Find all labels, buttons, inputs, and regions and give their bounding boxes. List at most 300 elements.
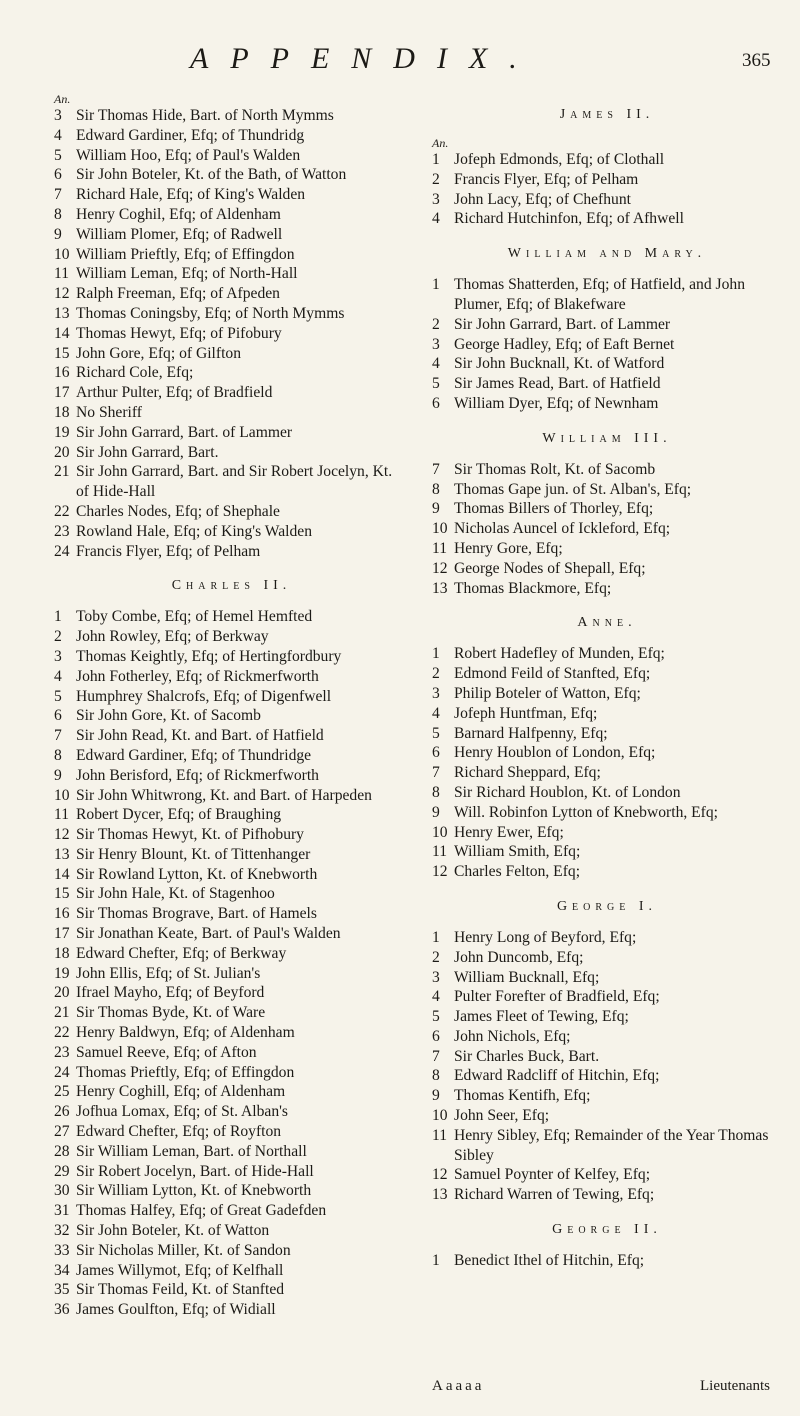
list-item xyxy=(432,948,782,968)
year-number: 12 xyxy=(54,826,70,844)
sheriff-name: Sir Thomas Hide, Bart. of North Mymms xyxy=(76,107,334,124)
year-number: 7 xyxy=(54,727,62,745)
sheriff-name: James Fleet of Tewing, Efq; xyxy=(454,1008,629,1026)
sheriff-name: James Goulfton, Efq; of Widiall xyxy=(76,1301,276,1319)
list-item xyxy=(54,1063,409,1083)
list-item xyxy=(432,190,782,210)
reign-heading: James II. xyxy=(559,107,655,122)
sheriff-name: Charles Felton, Efq; xyxy=(454,863,581,881)
sheriff-name: Benedict Ithel of Hitchin, Efq; xyxy=(454,1252,645,1270)
list-item xyxy=(432,499,782,519)
sheriff-name: Henry Gore, Efq; xyxy=(454,539,563,557)
sheriff-name: Sir Thomas Hewyt, Kt. of Pifhobury xyxy=(76,826,304,844)
list-item xyxy=(54,766,409,786)
list-item xyxy=(432,704,782,724)
sheriff-name: Sir Nicholas Miller, Kt. of Sandon xyxy=(76,1241,291,1259)
sheriff-name: William Hoo, Efq; of Paul's Walden xyxy=(76,146,301,164)
year-number: 28 xyxy=(54,1142,70,1160)
sheriff-name: Richard Sheppard, Efq; xyxy=(454,764,601,782)
list-item xyxy=(54,924,409,944)
year-number: 24 xyxy=(54,542,70,560)
sheriff-name: Richard Hutchinfon, Efq; of Afhwell xyxy=(454,210,684,228)
sheriff-name: Philip Boteler of Watton, Efq; xyxy=(454,684,641,702)
year-number: 7 xyxy=(432,460,440,478)
year-number: 8 xyxy=(432,480,440,498)
year-number: 1 xyxy=(432,276,440,294)
signature-mark: Aaaaa xyxy=(432,1378,485,1394)
sheriff-name: Thomas Halfey, Efq; of Great Gadefden xyxy=(76,1202,327,1220)
year-number: 3 xyxy=(432,684,440,702)
list-item xyxy=(54,1003,409,1023)
sheriff-name: Thomas Hewyt, Efq; of Pifobury xyxy=(76,324,282,342)
list-item xyxy=(54,1221,409,1241)
year-number: 2 xyxy=(432,948,440,966)
year-number: 4 xyxy=(54,126,62,144)
year-number: 1 xyxy=(432,928,440,946)
year-number: 11 xyxy=(432,1126,448,1144)
sheriff-name: Henry Sibley, Efq; Remainder of the Year Thomas Sibley xyxy=(454,1126,769,1164)
list-item xyxy=(54,1280,409,1300)
year-number: 13 xyxy=(54,304,70,322)
sheriff-name: Henry Coghil, Efq; of Aldenham xyxy=(76,205,281,223)
list-item xyxy=(54,1181,409,1201)
sheriff-name: John Seer, Efq; xyxy=(454,1107,550,1125)
sheriff-name: Sir Thomas Rolt, Kt. of Sacomb xyxy=(454,460,656,478)
year-number: 10 xyxy=(432,823,448,841)
year-number: 2 xyxy=(54,628,62,646)
sheriff-list xyxy=(432,1251,782,1271)
sheriff-name: William Dyer, Efq; of Newnham xyxy=(454,394,659,412)
sheriff-list xyxy=(432,275,782,414)
year-number: 3 xyxy=(432,968,440,986)
list-item xyxy=(432,1251,782,1271)
sheriff-name: Jofhua Lomax, Efq; of St. Alban's xyxy=(76,1103,289,1121)
year-number: 5 xyxy=(432,375,440,393)
year-number: 10 xyxy=(432,520,448,538)
reign-heading: Anne. xyxy=(577,615,637,631)
sheriff-name: James Willymot, Efq; of Kelfhall xyxy=(76,1261,284,1279)
year-number: 22 xyxy=(54,502,70,520)
reign-heading: Charles II. xyxy=(171,578,292,594)
year-number: 24 xyxy=(54,1063,70,1081)
list-item xyxy=(432,644,782,664)
list-item xyxy=(54,1122,409,1142)
year-number: 2 xyxy=(432,170,440,188)
sheriff-name: William Leman, Efq; of North-Hall xyxy=(76,265,298,283)
year-number: 17 xyxy=(54,384,70,402)
year-number: 20 xyxy=(54,443,70,461)
year-number: 27 xyxy=(54,1123,70,1141)
list-item xyxy=(54,443,409,463)
year-number: 5 xyxy=(432,724,440,742)
sheriff-name: Sir William Leman, Bart. of Northall xyxy=(76,1142,307,1160)
left-column xyxy=(54,92,409,1320)
list-item xyxy=(54,284,409,304)
year-number: 35 xyxy=(54,1281,70,1299)
sheriff-name: Robert Dycer, Efq; of Braughing xyxy=(76,806,282,824)
list-item xyxy=(432,968,782,988)
sheriff-name: Sir Rowland Lytton, Kt. of Knebworth xyxy=(76,865,318,883)
sheriff-name: Robert Hadefley of Munden, Efq; xyxy=(454,645,665,663)
list-item xyxy=(54,1142,409,1162)
year-number: 3 xyxy=(432,190,440,208)
list-item xyxy=(54,403,409,423)
year-number: 1 xyxy=(432,151,440,168)
list-item xyxy=(432,539,782,559)
year-number: 13 xyxy=(54,845,70,863)
year-number: 12 xyxy=(432,1166,448,1184)
sheriff-name: Sir John Garrard, Bart. of Lammer xyxy=(76,423,293,441)
year-number: 32 xyxy=(54,1222,70,1240)
sheriff-name: William Bucknall, Efq; xyxy=(454,968,600,986)
year-number: 8 xyxy=(432,1067,440,1085)
year-number: 11 xyxy=(432,843,448,861)
list-item xyxy=(54,944,409,964)
sheriff-name: Sir James Read, Bart. of Hatfield xyxy=(454,375,661,393)
list-item xyxy=(54,146,409,166)
list-item xyxy=(54,1241,409,1261)
year-number: 8 xyxy=(432,783,440,801)
sheriff-name: Pulter Forefter of Bradfield, Efq; xyxy=(454,988,660,1006)
year-number: 26 xyxy=(54,1103,70,1121)
list-item xyxy=(432,928,782,948)
sheriff-list xyxy=(54,106,409,561)
sheriff-name: John Gore, Efq; of Gilfton xyxy=(76,344,242,362)
list-item xyxy=(54,845,409,865)
sheriff-name: Edward Chefter, Efq; of Berkway xyxy=(76,944,287,962)
sheriff-name: Sir John Garrard, Bart. and Sir Robert Jocelyn, Kt. of Hide-Hall xyxy=(76,463,393,501)
year-number: 2 xyxy=(432,665,440,683)
list-item xyxy=(54,304,409,324)
list-item xyxy=(54,205,409,225)
sheriff-name: John Lacy, Efq; of Chefhunt xyxy=(454,190,631,208)
sheriff-name: Edward Radcliff of Hitchin, Efq; xyxy=(454,1067,660,1085)
page-number: 365 xyxy=(742,50,771,71)
list-item xyxy=(432,480,782,500)
sheriff-name: George Hadley, Efq; of Eaft Bernet xyxy=(454,335,675,353)
year-number: 3 xyxy=(54,107,62,124)
year-number: 7 xyxy=(54,186,62,204)
year-number: 14 xyxy=(54,865,70,883)
sheriff-name: Richard Warren of Tewing, Efq; xyxy=(454,1186,655,1204)
sheriff-name: Sir Richard Houblon, Kt. of London xyxy=(454,783,681,801)
year-label: An. xyxy=(54,92,71,106)
year-number: 16 xyxy=(54,364,70,382)
list-item xyxy=(54,786,409,806)
list-item xyxy=(432,1106,782,1126)
list-item xyxy=(432,374,782,394)
year-number: 23 xyxy=(54,522,70,540)
list-item xyxy=(54,706,409,726)
sheriff-name: John Fotherley, Efq; of Rickmerfworth xyxy=(76,667,319,685)
sheriff-name: Richard Hale, Efq; of King's Walden xyxy=(76,186,306,204)
year-label: An. xyxy=(432,136,449,150)
year-number: 31 xyxy=(54,1202,70,1220)
list-item xyxy=(432,763,782,783)
sheriff-name: Sir Henry Blount, Kt. of Tittenhanger xyxy=(76,845,311,863)
year-number: 17 xyxy=(54,925,70,943)
sheriff-name: Humphrey Shalcrofs, Efq; of Digenfwell xyxy=(76,687,332,705)
list-item xyxy=(54,746,409,766)
sheriff-name: Sir John Whitwrong, Kt. and Bart. of Harpeden xyxy=(76,786,372,804)
list-item xyxy=(54,423,409,443)
year-number: 7 xyxy=(432,764,440,782)
year-number: 15 xyxy=(54,885,70,903)
sheriff-name: Jofeph Huntfman, Efq; xyxy=(454,704,598,722)
year-number: 11 xyxy=(432,539,448,557)
list-item xyxy=(54,126,409,146)
list-item xyxy=(54,983,409,1003)
list-item xyxy=(432,803,782,823)
year-number: 13 xyxy=(432,579,448,597)
list-item xyxy=(432,842,782,862)
right-column xyxy=(432,104,782,1271)
year-number: 16 xyxy=(54,905,70,923)
list-item xyxy=(432,1086,782,1106)
sheriff-name: William Smith, Efq; xyxy=(454,843,581,861)
year-number: 6 xyxy=(54,166,62,184)
list-item xyxy=(54,502,409,522)
sheriff-name: Francis Flyer, Efq; of Pelham xyxy=(454,170,639,188)
year-number: 9 xyxy=(54,225,62,243)
list-item xyxy=(432,1126,782,1166)
sheriff-name: Sir John Bucknall, Kt. of Watford xyxy=(454,355,665,373)
list-item xyxy=(432,1047,782,1067)
list-item xyxy=(432,460,782,480)
year-number: 30 xyxy=(54,1182,70,1200)
sheriff-name: Sir Charles Buck, Bart. xyxy=(454,1047,600,1065)
sheriff-name: Francis Flyer, Efq; of Pelham xyxy=(76,542,261,560)
sheriff-name: Thomas Blackmore, Efq; xyxy=(454,579,612,597)
list-item xyxy=(54,1043,409,1063)
list-item xyxy=(54,884,409,904)
list-item xyxy=(432,823,782,843)
year-number: 6 xyxy=(432,744,440,762)
year-number: 12 xyxy=(54,285,70,303)
list-item xyxy=(432,664,782,684)
year-number: 18 xyxy=(54,403,70,421)
sheriff-name: George Nodes of Shepall, Efq; xyxy=(454,559,646,577)
list-item xyxy=(54,964,409,984)
year-number: 6 xyxy=(432,1027,440,1045)
year-number: 7 xyxy=(432,1047,440,1065)
sheriff-name: Henry Ewer, Efq; xyxy=(454,823,564,841)
year-number: 5 xyxy=(54,146,62,164)
list-item xyxy=(432,315,782,335)
sheriff-name: John Ellis, Efq; of St. Julian's xyxy=(76,964,261,982)
sheriff-name: Sir Thomas Brograve, Bart. of Hamels xyxy=(76,905,317,923)
year-number: 4 xyxy=(432,355,440,373)
sheriff-name: Sir William Lytton, Kt. of Knebworth xyxy=(76,1182,312,1200)
year-number: 10 xyxy=(54,786,70,804)
year-number: 4 xyxy=(432,988,440,1006)
list-item xyxy=(54,462,409,502)
list-item xyxy=(54,1102,409,1122)
year-number: 4 xyxy=(432,704,440,722)
year-number: 33 xyxy=(54,1241,70,1259)
sheriff-name: William Plomer, Efq; of Radwell xyxy=(76,225,283,243)
year-number: 5 xyxy=(54,687,62,705)
list-item xyxy=(54,825,409,845)
sheriff-list xyxy=(432,644,782,882)
year-number: 15 xyxy=(54,344,70,362)
sheriff-name: Sir Jonathan Keate, Bart. of Paul's Walden xyxy=(76,925,341,943)
list-item xyxy=(432,209,782,229)
year-number: 20 xyxy=(54,984,70,1002)
list-item xyxy=(54,607,409,627)
sheriff-name: Sir John Hale, Kt. of Stagenhoo xyxy=(76,885,275,903)
list-item xyxy=(432,1007,782,1027)
year-number: 1 xyxy=(54,608,62,626)
list-item xyxy=(54,363,409,383)
sheriff-name: Arthur Pulter, Efq; of Bradfield xyxy=(76,384,273,402)
list-item xyxy=(54,1162,409,1182)
sheriff-list xyxy=(432,150,782,229)
year-number: 12 xyxy=(432,559,448,577)
list-item xyxy=(432,987,782,1007)
list-item xyxy=(54,324,409,344)
year-number: 23 xyxy=(54,1043,70,1061)
list-item xyxy=(54,627,409,647)
list-item xyxy=(54,383,409,403)
sheriff-name: Sir John Boteler, Kt. of the Bath, of Watton xyxy=(76,166,347,184)
list-item xyxy=(54,245,409,265)
running-head: APPENDIX. xyxy=(190,42,539,75)
sheriff-name: Ralph Freeman, Efq; of Afpeden xyxy=(76,285,280,303)
list-item xyxy=(432,394,782,414)
sheriff-name: Will. Robinfon Lytton of Knebworth, Efq; xyxy=(454,803,719,821)
reign-heading: William and Mary. xyxy=(507,246,707,262)
list-item xyxy=(432,684,782,704)
list-item xyxy=(432,275,782,315)
list-item xyxy=(54,522,409,542)
sheriff-name: Edmond Feild of Stanfted, Efq; xyxy=(454,665,651,683)
sheriff-name: Charles Nodes, Efq; of Shephale xyxy=(76,502,280,520)
sheriff-name: John Duncomb, Efq; xyxy=(454,948,584,966)
year-number: 1 xyxy=(432,1252,440,1270)
sheriff-name: Jofeph Edmonds, Efq; of Clothall xyxy=(454,151,665,168)
sheriff-name: No Sheriff xyxy=(76,403,142,421)
list-item xyxy=(54,225,409,245)
year-number: 9 xyxy=(432,500,440,518)
sheriff-name: Barnard Halfpenny, Efq; xyxy=(454,724,608,742)
sheriff-name: Thomas Shatterden, Efq; of Hatfield, and John Plumer, Efq; of Blakefware xyxy=(454,276,746,313)
year-number: 2 xyxy=(432,315,440,333)
list-item xyxy=(54,1023,409,1043)
list-item xyxy=(432,724,782,744)
list-item xyxy=(432,354,782,374)
sheriff-name: Toby Combe, Efq; of Hemel Hemfted xyxy=(76,608,313,626)
year-number: 12 xyxy=(432,863,448,881)
list-item xyxy=(54,904,409,924)
sheriff-name: Thomas Gape jun. of St. Alban's, Efq; xyxy=(454,480,692,498)
year-number: 4 xyxy=(432,210,440,228)
sheriff-name: William Prieftly, Efq; of Effingdon xyxy=(76,245,295,263)
list-item xyxy=(432,559,782,579)
list-item xyxy=(54,165,409,185)
sheriff-name: Sir John Garrard, Bart. xyxy=(76,443,219,461)
year-number: 9 xyxy=(54,766,62,784)
sheriff-name: Richard Cole, Efq; xyxy=(76,364,194,382)
reign-heading: George II. xyxy=(552,1222,662,1238)
list-item xyxy=(432,1165,782,1185)
list-item xyxy=(54,1261,409,1281)
year-number: 5 xyxy=(432,1008,440,1026)
sheriff-name: Thomas Coningsby, Efq; of North Mymms xyxy=(76,304,345,322)
sheriff-name: Henry Houblon of London, Efq; xyxy=(454,744,656,762)
sheriff-name: John Nichols, Efq; xyxy=(454,1027,571,1045)
sheriff-list xyxy=(432,460,782,599)
list-item xyxy=(54,726,409,746)
sheriff-name: Thomas Billers of Thorley, Efq; xyxy=(454,500,654,518)
list-item xyxy=(432,579,782,599)
year-number: 3 xyxy=(432,335,440,353)
sheriff-name: Sir John Read, Kt. and Bart. of Hatfield xyxy=(76,727,324,745)
year-number: 4 xyxy=(54,667,62,685)
sheriff-name: Thomas Keightly, Efq; of Hertingfordbury xyxy=(76,647,342,665)
sheriff-name: John Berisford, Efq; of Rickmerfworth xyxy=(76,766,319,784)
list-item xyxy=(432,1027,782,1047)
year-number: 6 xyxy=(432,394,440,412)
year-number: 8 xyxy=(54,746,62,764)
list-item xyxy=(54,667,409,687)
year-number: 3 xyxy=(54,647,62,665)
sheriff-name: Edward Chefter, Efq; of Royfton xyxy=(76,1123,282,1141)
list-item xyxy=(54,185,409,205)
list-item xyxy=(432,862,782,882)
list-item xyxy=(54,1082,409,1102)
list-item xyxy=(54,647,409,667)
list-item xyxy=(54,264,409,284)
year-number: 10 xyxy=(54,245,70,263)
reign-heading: William III. xyxy=(542,430,672,446)
year-number: 36 xyxy=(54,1301,70,1319)
sheriff-name: Edward Gardiner, Efq; of Thundridg xyxy=(76,126,305,144)
year-number: 9 xyxy=(432,1087,440,1105)
year-number: 29 xyxy=(54,1162,70,1180)
sheriff-name: Samuel Poynter of Kelfey, Efq; xyxy=(454,1166,651,1184)
sheriff-name: Sir Thomas Byde, Kt. of Ware xyxy=(76,1004,266,1022)
reign-heading: George I. xyxy=(556,898,658,914)
list-item xyxy=(432,1066,782,1086)
list-item xyxy=(54,805,409,825)
list-item xyxy=(432,1185,782,1205)
year-number: 10 xyxy=(432,1107,448,1125)
year-number: 11 xyxy=(54,265,70,283)
list-item xyxy=(54,542,409,562)
sheriff-name: John Rowley, Efq; of Berkway xyxy=(76,628,269,646)
year-number: 21 xyxy=(54,463,70,481)
sheriff-name: Ifrael Mayho, Efq; of Beyford xyxy=(76,984,265,1002)
list-item xyxy=(432,170,782,190)
sheriff-name: Henry Baldwyn, Efq; of Aldenham xyxy=(76,1024,295,1042)
year-number: 19 xyxy=(54,964,70,982)
list-item xyxy=(432,743,782,763)
year-number: 13 xyxy=(432,1186,448,1204)
year-number: 19 xyxy=(54,423,70,441)
sheriff-name: Henry Long of Beyford, Efq; xyxy=(454,928,637,946)
year-number: 11 xyxy=(54,806,70,824)
year-number: 1 xyxy=(432,645,440,663)
list-item xyxy=(54,865,409,885)
sheriff-name: Sir Robert Jocelyn, Bart. of Hide-Hall xyxy=(76,1162,314,1180)
sheriff-name: Samuel Reeve, Efq; of Afton xyxy=(76,1043,257,1061)
list-item xyxy=(432,783,782,803)
year-number: 14 xyxy=(54,324,70,342)
sheriff-name: Rowland Hale, Efq; of King's Walden xyxy=(76,522,312,540)
sheriff-name: Thomas Prieftly, Efq; of Effingdon xyxy=(76,1063,295,1081)
catchword: Lieutenants xyxy=(700,1378,770,1394)
